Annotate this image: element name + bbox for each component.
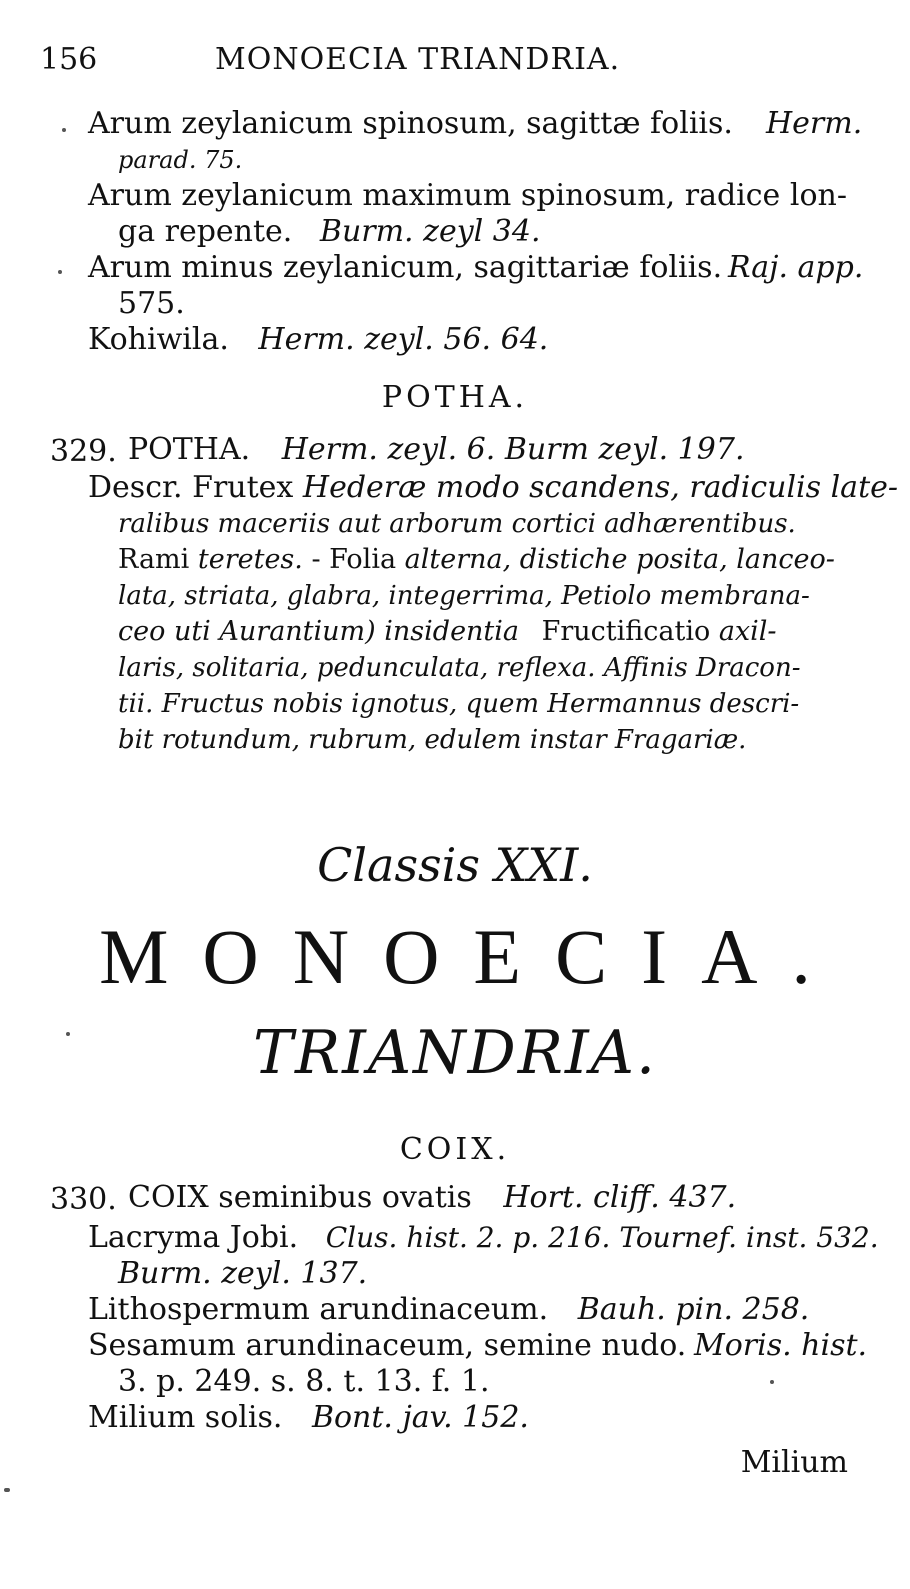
arum-line-4: ga repente. Burm. zeyl 34. xyxy=(118,214,541,249)
scan-speck xyxy=(58,270,62,274)
arum-line-7: Kohiwila. Herm. zeyl. 56. 64. xyxy=(88,322,549,357)
potha-descr-line-8: bit rotundum, rubrum, edulem instar Fragariæ. xyxy=(118,725,747,755)
arum-line-5: Arum minus zeylanicum, sagittariæ foliis. Raj. app. xyxy=(88,250,864,285)
potha-descr-line-2: ralibus maceriis aut arborum cortici adhærentibus. xyxy=(118,509,796,539)
potha-heading: POTHA. xyxy=(381,380,529,415)
potha-number: 329. xyxy=(50,434,117,469)
running-title: MONOECIA TRIANDRIA. xyxy=(215,42,621,77)
order-name: TRIANDRIA. xyxy=(252,1018,658,1088)
coix-line-2: Burm. zeyl. 137. xyxy=(118,1256,368,1291)
arum-line-3: Arum zeylanicum maximum spinosum, radice lon- xyxy=(88,178,847,213)
catchword: Milium xyxy=(740,1445,848,1480)
potha-descr-line-3: Rami teretes. - Folia alterna, distiche posita, lanceo- xyxy=(118,544,835,575)
classis-heading: Classis XXI. xyxy=(317,838,593,892)
potha-name-line: POTHA. Herm. zeyl. 6. Burm zeyl. 197. xyxy=(128,432,745,467)
potha-descr-line-6: laris, solitaria, pedunculata, reflexa. Affinis Dracon- xyxy=(118,653,801,683)
class-name: MONOECIA. xyxy=(99,913,845,1000)
coix-name-line: COIX seminibus ovatis Hort. cliff. 437. xyxy=(128,1180,737,1215)
potha-descr-line-5: ceo uti Aurantium) insidentia Fructificatio axil- xyxy=(118,616,777,647)
page-number: 156 xyxy=(40,42,98,77)
arum-line-2: parad. 75. xyxy=(118,146,243,174)
scan-speck xyxy=(62,128,66,132)
arum-line-1: Arum zeylanicum spinosum, sagittæ foliis. Herm. xyxy=(88,106,863,141)
coix-line-3: Lithospermum arundinaceum. Bauh. pin. 258. xyxy=(88,1292,810,1327)
coix-line-6: Milium solis. Bont. jav. 152. xyxy=(88,1400,529,1435)
potha-descr-line-1: Descr. Frutex Hederæ modo scandens, radiculis late- xyxy=(88,470,899,505)
scan-speck xyxy=(4,1488,10,1492)
coix-number: 330. xyxy=(50,1182,117,1217)
scan-speck xyxy=(66,1032,70,1036)
potha-descr-line-7: tii. Fructus nobis ignotus, quem Hermannus descri- xyxy=(118,689,800,719)
potha-descr-line-4: lata, striata, glabra, integerrima, Petiolo membrana- xyxy=(118,581,810,611)
arum-line-6: 575. xyxy=(118,286,185,321)
coix-line-5: 3. p. 249. s. 8. t. 13. f. 1. xyxy=(118,1364,490,1399)
scan-speck xyxy=(770,1380,774,1384)
coix-heading: COIX. xyxy=(399,1132,511,1167)
coix-line-4: Sesamum arundinaceum, semine nudo. Moris. hist. xyxy=(88,1328,868,1363)
coix-line-1: Lacryma Jobi. Clus. hist. 2. p. 216. Tournef. inst. 532. xyxy=(88,1220,879,1255)
